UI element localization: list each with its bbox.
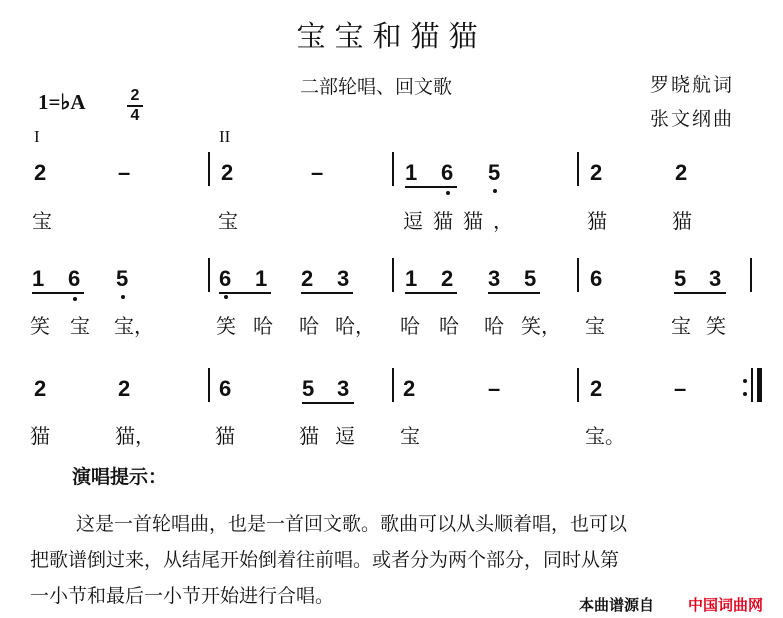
note: 2 [118, 376, 131, 401]
lower-octave-dot [493, 189, 497, 193]
note: 1 [405, 266, 418, 291]
hint-text-line: 把歌谱倒过来，从结尾开始倒着往前唱。或者分为两个部分，同时从第 [30, 549, 620, 571]
lower-octave-dot [224, 295, 228, 299]
note: 6 [219, 266, 232, 291]
note: 5 [302, 376, 315, 401]
barline [577, 152, 579, 186]
lyric: 哈 [400, 314, 420, 338]
lower-octave-dot [73, 297, 77, 301]
lyric: 宝。 [585, 424, 625, 448]
note: 2 [590, 376, 603, 401]
lyric: 哈 [484, 314, 504, 338]
hint-text-line: 一小节和最后一小节开始进行合唱。 [30, 585, 335, 607]
lower-octave-dot [121, 295, 125, 299]
note: 1 [405, 160, 418, 185]
eighth-beam [674, 292, 726, 294]
lyricist-credit: 罗晓航词 [650, 74, 735, 96]
note: 6 [590, 266, 603, 291]
barline [208, 368, 210, 402]
repeat-dot [743, 392, 747, 396]
hint-heading: 演唱提示： [72, 466, 168, 488]
lower-octave-dot [446, 191, 450, 195]
repeat-dot [743, 379, 747, 383]
barline [577, 368, 579, 402]
lyric: 笑 [216, 314, 236, 338]
time-signature [127, 88, 143, 124]
barline [392, 258, 394, 292]
barline [392, 152, 394, 186]
note: 5 [488, 160, 501, 185]
eighth-beam [301, 292, 353, 294]
lyric: 猫 [215, 424, 235, 448]
lyric: 哈 [439, 314, 459, 338]
note-dash: – [674, 376, 687, 401]
barline [577, 258, 579, 292]
lyric: 哈 [299, 314, 319, 338]
time-signature-top: 2 [130, 87, 140, 104]
part-two-marker: II [219, 127, 231, 146]
lyric: 猫 [587, 209, 607, 233]
eighth-beam [488, 292, 540, 294]
lyric: 笑， [521, 314, 561, 338]
lyric: 笑 [30, 314, 50, 338]
barline-thick [757, 368, 762, 402]
note: 2 [675, 160, 688, 185]
key-signature: 1=♭A [38, 90, 86, 114]
barline-thin [751, 368, 753, 402]
note: 3 [337, 266, 350, 291]
note: 1 [32, 266, 45, 291]
lyric: 宝 [400, 424, 420, 448]
note: 3 [337, 376, 350, 401]
lyric: 宝 [70, 314, 90, 338]
part-one-marker: I [34, 127, 40, 146]
eighth-beam [219, 292, 271, 294]
lyric: 宝， [114, 314, 154, 338]
note: 2 [301, 266, 314, 291]
note: 6 [219, 376, 232, 401]
note: 2 [34, 376, 47, 401]
note: 5 [116, 266, 129, 291]
eighth-beam [405, 186, 457, 188]
lyric: 逗猫猫， [403, 209, 523, 233]
hint-text-line: 这是一首轮唱曲，也是一首回文歌。歌曲可以从头顺着唱，也可以 [76, 513, 628, 535]
note: 2 [590, 160, 603, 185]
lyric: 猫 [30, 424, 50, 448]
note-dash: – [488, 376, 501, 401]
note: 6 [441, 160, 454, 185]
note: 2 [441, 266, 454, 291]
barline [750, 258, 752, 292]
lyric: 宝 [32, 209, 52, 233]
lyric: 猫， [115, 424, 155, 448]
lyric: 笑 [706, 314, 726, 338]
composer-credit: 张文纲曲 [650, 108, 735, 130]
note-dash: – [118, 160, 131, 185]
note: 2 [221, 160, 234, 185]
lyric: 猫 [299, 424, 319, 448]
eighth-beam [32, 292, 84, 294]
lyric: 宝 [585, 314, 605, 338]
lyric: 逗 [335, 424, 355, 448]
song-title: 宝宝和猫猫 [296, 19, 487, 53]
site-watermark: 中国词曲网 [688, 596, 764, 614]
note: 2 [34, 160, 47, 185]
note: 2 [403, 376, 416, 401]
barline [208, 258, 210, 292]
eighth-beam [302, 402, 354, 404]
note: 1 [255, 266, 268, 291]
barline [208, 152, 210, 186]
note: 3 [488, 266, 501, 291]
note: 6 [68, 266, 81, 291]
song-subtitle: 二部轮唱、回文歌 [300, 76, 453, 98]
eighth-beam [405, 292, 457, 294]
lyric: 猫 [672, 209, 692, 233]
lyric: 哈 [253, 314, 273, 338]
lyric: 宝 [671, 314, 691, 338]
lyric: 哈， [335, 314, 375, 338]
source-label: 本曲谱源自 [579, 596, 655, 614]
note: 5 [524, 266, 537, 291]
time-signature-bottom: 4 [130, 107, 140, 124]
barline [392, 368, 394, 402]
note: 5 [674, 266, 687, 291]
note: 3 [709, 266, 722, 291]
lyric: 宝 [218, 209, 238, 233]
note-dash: – [311, 160, 324, 185]
